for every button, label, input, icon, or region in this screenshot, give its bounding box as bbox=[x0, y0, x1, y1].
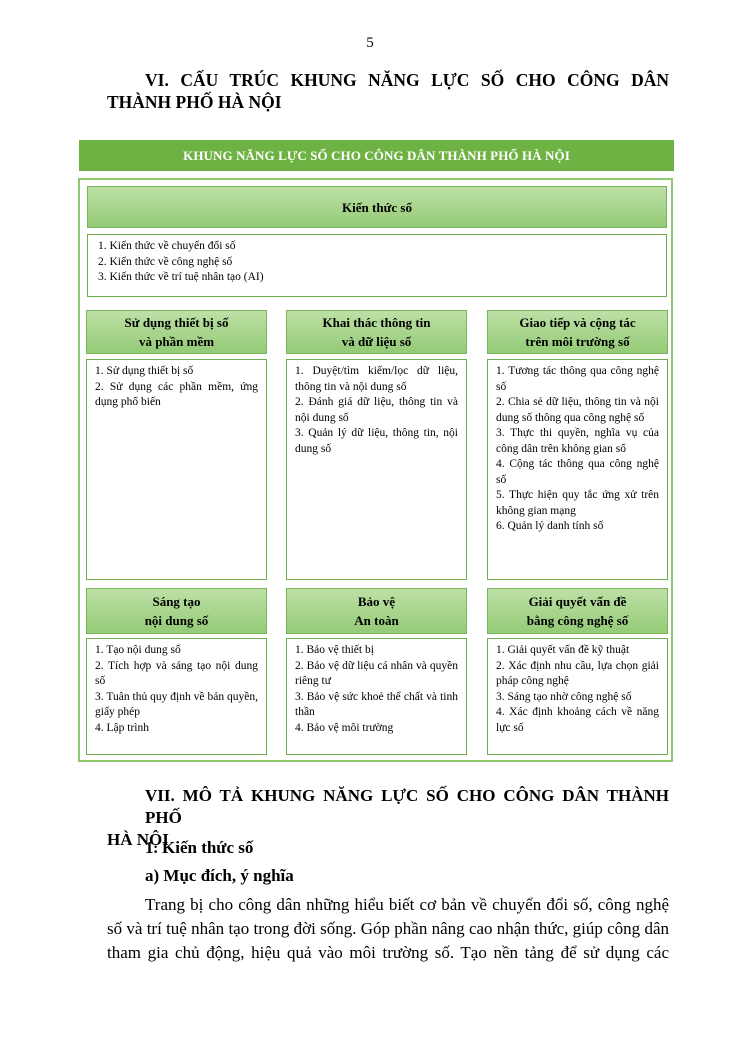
card-box-safety bbox=[286, 638, 467, 755]
card-header-line: bằng công nghệ số bbox=[526, 613, 629, 628]
subsection-heading-a: a) Mục đích, ý nghĩa bbox=[145, 866, 294, 885]
card-header-line: và dữ liệu số bbox=[341, 334, 412, 349]
card-box-problem-solving bbox=[487, 638, 668, 755]
body-paragraph bbox=[107, 893, 669, 965]
paragraph-line: số và trí tuệ nhân tạo trong đời sống. Góp phần nâng cao nhận thức, giúp công dân bbox=[107, 919, 669, 938]
card-header-communication bbox=[487, 310, 668, 354]
card-header-problem-solving bbox=[487, 588, 668, 634]
list-item: 1. Bảo vệ thiết bị bbox=[295, 644, 374, 656]
card-header-line: Giải quyết vấn đề bbox=[528, 594, 627, 609]
list-item: 5. Thực hiện quy tắc ứng xử trên không gian mạng bbox=[496, 489, 659, 517]
list-item: 2. Bảo vệ dữ liệu cá nhân và quyền riêng tư bbox=[295, 659, 458, 687]
card-header-line: Bảo vệ bbox=[357, 594, 396, 609]
card-header-line: Sáng tạo bbox=[152, 594, 201, 609]
card-header-line: An toàn bbox=[354, 613, 399, 628]
list-item: 4. Bảo vệ môi trường bbox=[295, 721, 394, 734]
card-box-information bbox=[286, 359, 467, 580]
list-item: 1. Duyệt/tìm kiếm/lọc dữ liệu, thông tin và nội dung số bbox=[295, 365, 458, 393]
section-6-title-line1: VI. CẤU TRÚC KHUNG NĂNG LỰC SỐ CHO CÔNG DÂN bbox=[145, 70, 669, 90]
list-item: 4. Cộng tác thông qua công nghệ số bbox=[496, 458, 659, 486]
card-header-line: Giao tiếp và cộng tác bbox=[519, 315, 636, 330]
knowledge-header bbox=[87, 186, 667, 228]
card-header-line: trên môi trường số bbox=[525, 334, 630, 349]
section-7-title-line1: VII. MÔ TẢ KHUNG NĂNG LỰC SỐ CHO CÔNG DÂN THÀNH PHỐ bbox=[145, 786, 669, 827]
list-item: 2. Sử dụng các phần mềm, ứng dụng phổ biến bbox=[95, 380, 258, 408]
card-header-line: Khai thác thông tin bbox=[322, 315, 431, 330]
knowledge-header-label: Kiến thức số bbox=[342, 199, 412, 215]
list-item: 6. Quản lý danh tính số bbox=[496, 520, 604, 532]
card-header-information bbox=[286, 310, 467, 354]
card-box-devices bbox=[86, 359, 267, 580]
list-item: 1. Sử dụng thiết bị số bbox=[95, 365, 194, 377]
list-item: 2. Kiến thức về công nghệ số bbox=[98, 255, 233, 268]
list-item: 3. Sáng tạo nhờ công nghệ số bbox=[496, 690, 632, 703]
list-item: 2. Chia sẻ dữ liệu, thông tin và nội dung số thông qua công nghệ số bbox=[496, 396, 659, 424]
list-item: 2. Tích hợp và sáng tạo nội dung số bbox=[95, 659, 258, 687]
list-item: 1. Kiến thức về chuyển đổi số bbox=[98, 240, 236, 252]
list-item: 1. Giải quyết vấn đề kỹ thuật bbox=[496, 644, 630, 656]
list-item: 3. Thực thi quyền, nghĩa vụ của công dân trên không gian số bbox=[496, 427, 659, 455]
card-header-line: và phần mềm bbox=[138, 334, 215, 349]
list-item: 2. Đánh giá dữ liệu, thông tin và nội dung số bbox=[295, 396, 458, 424]
list-item: 3. Tuân thủ quy định về bản quyền, giấy phép bbox=[95, 690, 258, 718]
list-item: 3. Quản lý dữ liệu, thông tin, nội dung số bbox=[295, 427, 458, 455]
card-header-safety bbox=[286, 588, 467, 634]
card-box-communication bbox=[487, 359, 668, 580]
card-header-content-creation bbox=[86, 588, 267, 634]
section-7-title-line2: HÀ NỘI bbox=[107, 830, 169, 849]
list-item: 4. Xác định khoảng cách về năng lực số bbox=[496, 706, 659, 734]
list-item: 3. Bảo vệ sức khoẻ thể chất và tinh thần bbox=[295, 690, 458, 718]
list-item: 2. Xác định nhu cầu, lựa chọn giải pháp công nghệ bbox=[496, 659, 659, 687]
card-header-devices bbox=[86, 310, 267, 354]
list-item: 3. Kiến thức về trí tuệ nhân tạo (AI) bbox=[98, 271, 264, 283]
list-item: 1. Tạo nội dung số bbox=[95, 644, 181, 656]
card-box-content-creation bbox=[86, 638, 267, 755]
card-header-line: nội dung số bbox=[144, 613, 209, 628]
section-6-title-line2: THÀNH PHỐ HÀ NỘI bbox=[107, 92, 282, 112]
section-6-heading bbox=[107, 69, 669, 113]
page-number: 5 bbox=[366, 35, 374, 51]
paragraph-line: Trang bị cho công dân những hiểu biết cơ bản về chuyển đổi số, công nghệ bbox=[145, 895, 669, 914]
framework-banner: KHUNG NĂNG LỰC SỐ CHO CÔNG DÂN THÀNH PHỐ HÀ NỘI bbox=[79, 140, 674, 171]
subsection-heading: 1. Kiến thức số bbox=[145, 838, 254, 857]
list-item: 1. Tương tác thông qua công nghệ số bbox=[496, 365, 659, 393]
list-item: 4. Lập trình bbox=[95, 721, 149, 734]
knowledge-box bbox=[87, 234, 667, 297]
paragraph-line: tham gia chủ động, hiệu quả vào môi trường số. Tạo nền tảng để sử dụng các bbox=[107, 943, 669, 962]
card-header-line: Sử dụng thiết bị số bbox=[124, 315, 229, 330]
